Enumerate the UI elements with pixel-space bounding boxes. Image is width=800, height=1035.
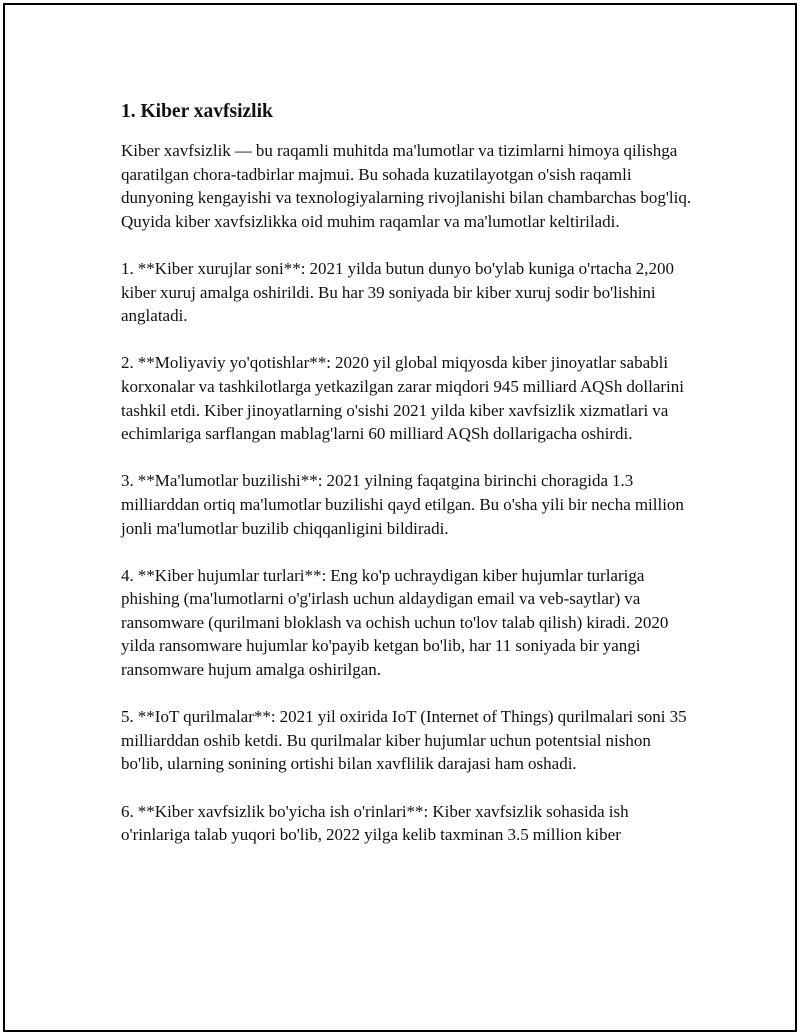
- list-item-iot-devices: 5. **IoT qurilmalar**: 2021 yil oxirida IoT (Internet of Things) qurilmalari soni 35 milliarddan oshib ketdi. Bu qurilmalar kiber hujumlar uchun potentsial nishon bo'lib, ularning sonining ortishi bilan xavflilik darajasi ham oshadi.: [121, 707, 687, 774]
- intro-paragraph: Kiber xavfsizlik — bu raqamli muhitda ma'lumotlar va tizimlarni himoya qilishga qaratilgan chora-tadbirlar majmui. Bu sohada kuzatilayotgan o'sish raqamli dunyoning kengayishi va texnologiyalarning rivojlanishi bilan chambarchas bog'liq. Quyida kiber xavfsizlikka oid muhim raqamlar va ma'lumotlar keltiriladi.: [121, 141, 692, 231]
- list-item-cyber-attacks: 1. **Kiber xurujlar soni**: 2021 yilda butun dunyo bo'ylab kuniga o'rtacha 2,200 kiber xuruj amalga oshirildi. Bu har 39 soniyada bir kiber xuruj sodir bo'lishini anglatadi.: [121, 258, 675, 326]
- list-item-jobs: 6. **Kiber xavfsizlik bo'yicha ish o'rinlari**: Kiber xavfsizlik sohasida ish o'rinlariga talab yuqori bo'lib, 2022 yilga kelib taxminan 3.5 million kiber: [121, 801, 629, 845]
- page-frame: [3, 3, 797, 1032]
- list-item-data-breaches: 3. **Ma'lumotlar buzilishi**: 2021 yilning faqatgina birinchi choragida 1.3 milliarddan ortiq ma'lumotlar buzilishi qayd etilgan. Bu o'sha yili bir necha million jonli ma'lumotlar buzilib chiqqanligini bildiradi.: [121, 471, 684, 538]
- section-heading: 1. Kiber xavfsizlik: [121, 101, 273, 122]
- list-item-financial-losses: 2. **Moliyaviy yo'qotishlar**: 2020 yil global miqyosda kiber jinoyatlar sababli korxonalar va tashkilotlarga yetkazilgan zarar miqdori 945 milliard AQSh dollarini tashkil etdi. Kiber jinoyatlarning o'sishi 2021 yilda kiber xavfsizlik xizmatlari va echimlariga sarflangan mablag'larni 60 milliard AQSh dollarigacha oshirdi.: [121, 353, 684, 444]
- document-body: [121, 99, 693, 870]
- list-item-attack-types: 4. **Kiber hujumlar turlari**: Eng ko'p uchraydigan kiber hujumlar turlariga phishing (ma'lumotlarni o'g'irlash uchun aldaydigan email va veb-saytlar) va ransomware (qurilmani bloklash va ochish uchun to'lov talab qilish) kiradi. 2020 yilda ransomware hujumlar ko'payib ketgan bo'lib, har 11 soniyada bir yangi ransomware hujum amalga oshirilgan.: [121, 565, 669, 680]
